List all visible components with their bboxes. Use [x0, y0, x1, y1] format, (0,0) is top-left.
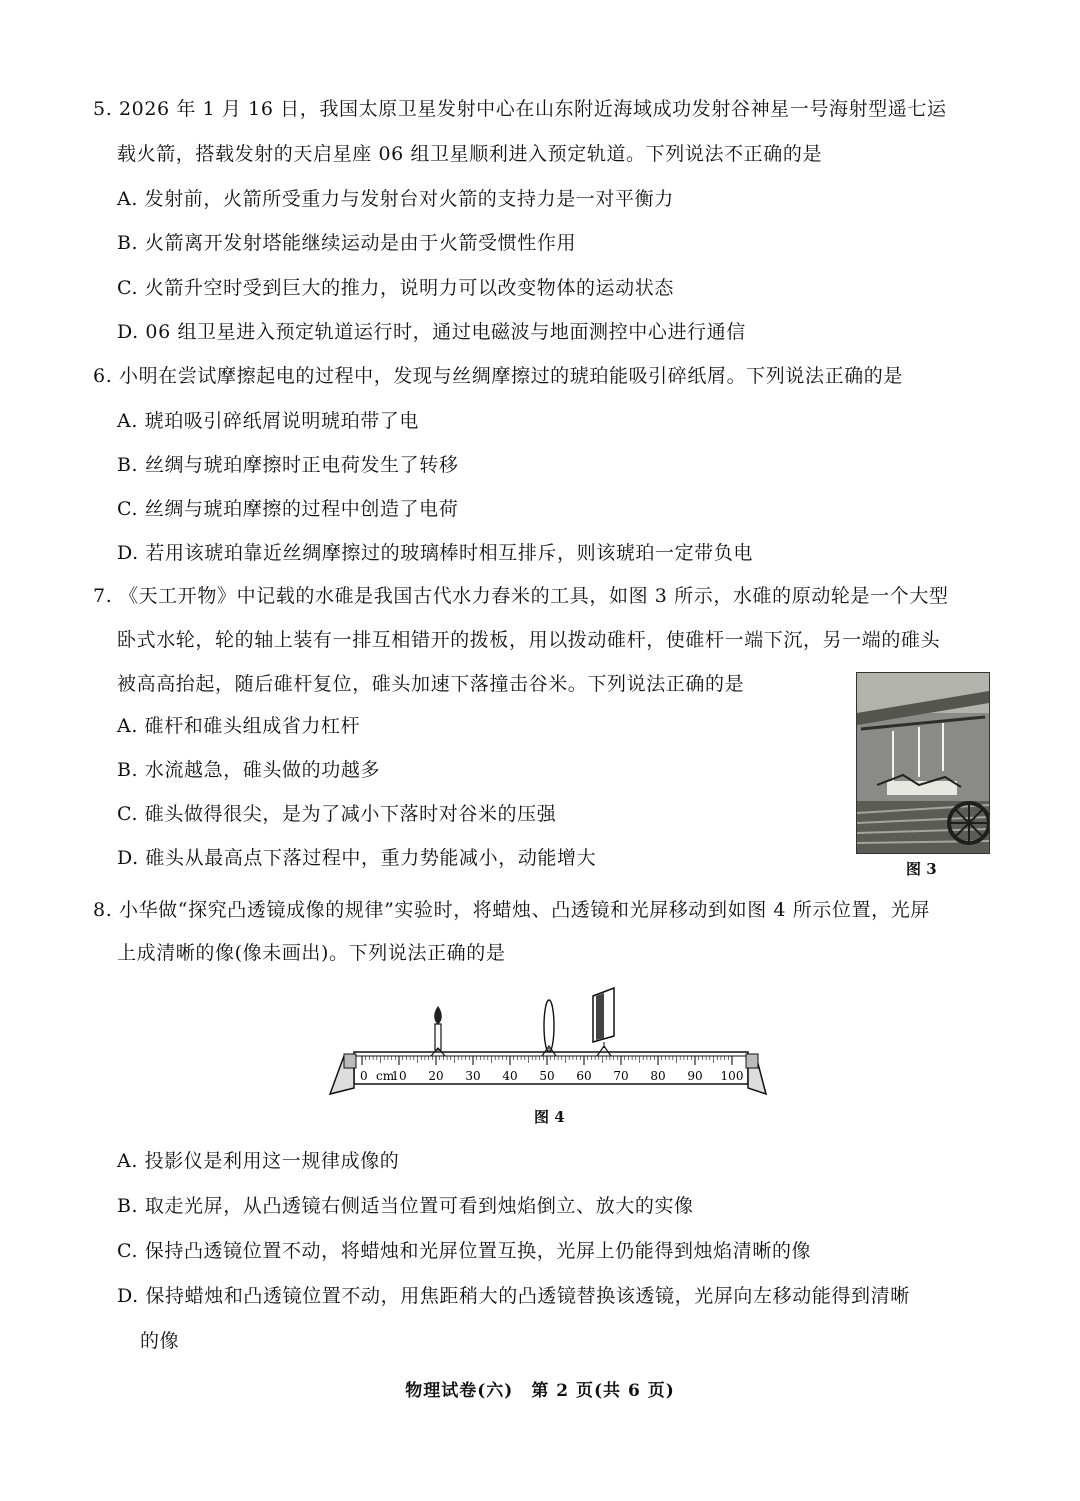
ruler-tick-label: 90 — [687, 1069, 703, 1083]
figure-3-caption: 图 3 — [906, 860, 937, 878]
ruler-tick-label: 0 — [360, 1069, 368, 1083]
q8-option-b: B. 取走光屏，从凸透镜右侧适当位置可看到烛焰倒立、放大的实像 — [117, 1195, 694, 1217]
ruler-tick-label: 20 — [428, 1069, 444, 1083]
ruler-tick-label: 50 — [539, 1069, 555, 1083]
ruler-unit-label: cm — [376, 1069, 395, 1083]
q7-option-c: C. 碓头做得很尖，是为了减小下落时对谷米的压强 — [117, 803, 557, 825]
ruler-tick-label: 80 — [650, 1069, 666, 1083]
q5-option-b: B. 火箭离开发射塔能继续运动是由于火箭受惯性作用 — [117, 232, 577, 254]
q5-option-c: C. 火箭升空时受到巨大的推力，说明力可以改变物体的运动状态 — [117, 277, 674, 299]
q6-option-c: C. 丝绸与琥珀摩擦的过程中创造了电荷 — [117, 498, 459, 520]
q6-option-a: A. 琥珀吸引碎纸屑说明琥珀带了电 — [117, 410, 420, 432]
light-screen — [593, 988, 614, 1056]
q8-option-d-continued: 的像 — [140, 1330, 180, 1352]
q6-option-b: B. 丝绸与琥珀摩擦时正电荷发生了转移 — [117, 454, 459, 476]
ruler-tick-label: 100 — [720, 1069, 744, 1083]
q7-option-a: A. 碓杆和碓头组成省力杠杆 — [117, 715, 361, 737]
q5-stem-line-2: 载火箭，搭载发射的天启星座 06 组卫星顺利进入预定轨道。下列说法不正确的是 — [117, 143, 823, 165]
figure-4-caption: 图 4 — [534, 1108, 565, 1126]
q7-option-b: B. 水流越急，碓头做的功越多 — [117, 759, 381, 781]
q8-stem-line-1: 8. 小华做“探究凸透镜成像的规律”实验时，将蜡烛、凸透镜和光屏移动到如图 4 所示位置，光屏 — [93, 899, 930, 921]
figure-3-water-hammer-image — [856, 672, 990, 854]
figure-4-optical-bench — [328, 984, 770, 1096]
q8-stem-line-2: 上成清晰的像(像未画出)。下列说法正确的是 — [117, 942, 506, 964]
q8-option-c: C. 保持凸透镜位置不动，将蜡烛和光屏位置互换，光屏上仍能得到烛焰清晰的像 — [117, 1240, 812, 1262]
q7-stem-line-2: 卧式水轮，轮的轴上装有一排互相错开的拨板，用以拨动碓杆，使碓杆一端下沉，另一端的碓头 — [117, 629, 941, 651]
ruler-tick-label: 40 — [502, 1069, 518, 1083]
q5-stem-line-1: 5. 2026 年 1 月 16 日，我国太原卫星发射中心在山东附近海域成功发射谷神星一号海射型遥七运 — [93, 98, 947, 120]
candle — [431, 1006, 445, 1056]
convex-lens — [542, 1000, 556, 1056]
water-hammer-illustration — [857, 673, 989, 853]
ruler-tick-label: 70 — [613, 1069, 629, 1083]
ruler-tick-label: 60 — [576, 1069, 592, 1083]
q7-stem-line-3: 被高高抬起，随后碓杆复位，碓头加速下落撞击谷米。下列说法正确的是 — [117, 673, 745, 695]
q7-stem-line-1: 7. 《天工开物》中记载的水碓是我国古代水力舂米的工具，如图 3 所示，水碓的原动轮是一个大型 — [93, 585, 949, 607]
q6-option-d: D. 若用该琥珀靠近丝绸摩擦过的玻璃棒时相互排斥，则该琥珀一定带负电 — [117, 542, 754, 564]
q7-option-d: D. 碓头从最高点下落过程中，重力势能减小，动能增大 — [117, 847, 597, 869]
ruler-tick-label: 10 — [391, 1069, 407, 1083]
q8-option-a: A. 投影仪是利用这一规律成像的 — [117, 1150, 400, 1172]
q5-option-a: A. 发射前，火箭所受重力与发射台对火箭的支持力是一对平衡力 — [117, 188, 674, 210]
optical-bench-diagram — [328, 984, 770, 1096]
page-footer: 物理试卷(六) 第 2 页(共 6 页) — [405, 1381, 675, 1401]
ruler-tick-label: 30 — [465, 1069, 481, 1083]
q8-option-d: D. 保持蜡烛和凸透镜位置不动，用焦距稍大的凸透镜替换该透镜，光屏向左移动能得到清晰 — [117, 1285, 910, 1307]
q6-stem-line-1: 6. 小明在尝试摩擦起电的过程中，发现与丝绸摩擦过的琥珀能吸引碎纸屑。下列说法正确的是 — [93, 365, 903, 387]
q5-option-d: D. 06 组卫星进入预定轨道运行时，通过电磁波与地面测控中心进行通信 — [117, 321, 746, 343]
